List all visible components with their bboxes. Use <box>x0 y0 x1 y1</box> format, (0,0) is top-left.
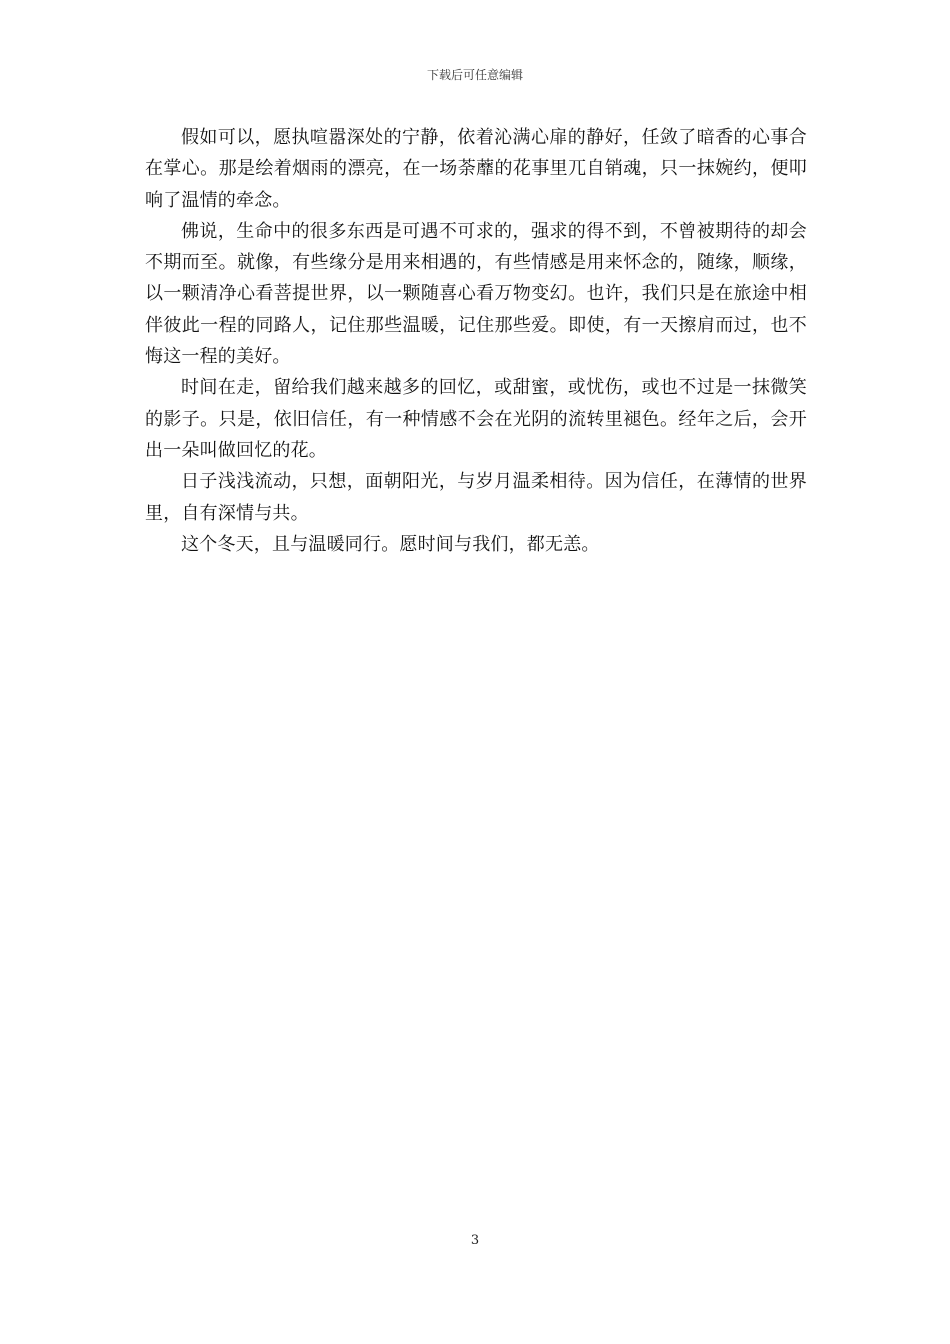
paragraph: 假如可以，愿执喧嚣深处的宁静，依着沁满心扉的静好，任敛了暗香的心事合在掌心。那是绘着烟雨的漂亮，在一场荼蘼的花事里兀自销魂，只一抹婉约，便叩响了温情的牵念。 <box>145 127 807 211</box>
page-header: 下载后可任意编辑 <box>426 68 523 82</box>
paragraph: 这个冬天，且与温暖同行。愿时间与我们，都无恙。 <box>181 533 600 555</box>
paragraph: 时间在走，留给我们越来越多的回忆，或甜蜜，或忧伤，或也不过是一抹微笑的影子。只是，依旧信任，有一种情感不会在光阴的流转里褪色。经年之后，会开出一朵叫做回忆的花。 <box>145 377 807 461</box>
paragraph: 佛说，生命中的很多东西是可遇不可求的，强求的得不到，不曾被期待的却会不期而至。就像，有些缘分是用来相遇的，有些情感是用来怀念的，随缘，顺缘，以一颗清净心看菩提世界，以一颗随喜心看万物变幻。也许，我们只是在旅途中相伴彼此一程的同路人，记住那些温暖，记住那些爱。即使，有一天擦肩而过，也不悔这一程的美好。 <box>145 220 807 368</box>
document-body <box>145 122 807 560</box>
paragraph: 日子浅浅流动，只想，面朝阳光，与岁月温柔相待。因为信任，在薄情的世界里，自有深情与共。 <box>145 471 807 524</box>
page-number: 3 <box>470 1233 480 1248</box>
